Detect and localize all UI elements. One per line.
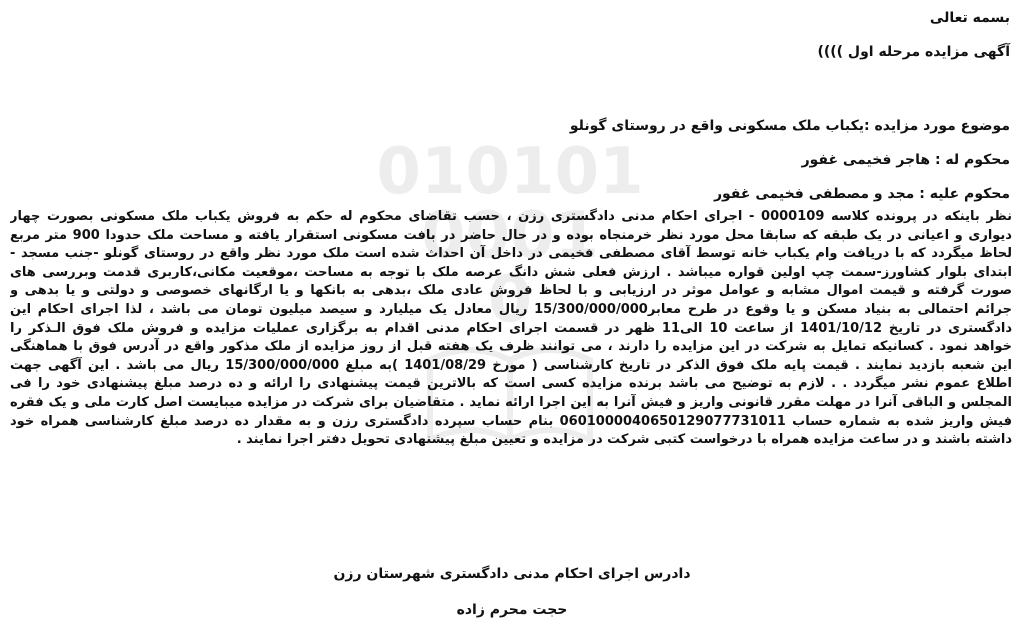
signature-office: دادرس اجرای احکام مدنی دادگستری شهرستان رزن: [333, 566, 691, 582]
body-line: خواهد نمود . کسانیکه تمایل به شرکت در این مزایده را دارند ، می توانند ظرف یک هفته قبل از روز مزایده از ملک مذکور واقع در آدرس فوق با هماهنگی: [10, 339, 1012, 355]
body-line: این شعبه بازدید نمایند . قیمت پایه ملک فوق الذکر در تاریخ کارشناسی ( مورخ 1401/08/29 )به مبلغ 15/300/000/000 ریال می باشد . این آگهی جهت: [10, 357, 1012, 373]
body-line: ابتدای بلوار کشاورز-سمت چپ اولین قواره میباشد . ارزش فعلی شش دانگ عرصه ملک با توجه به مساحت ،موقعیت مکانی،کاربری قدمت وبررسی های: [10, 264, 1012, 280]
watermark-line: 0: [487, 263, 533, 337]
body-line: دیواری و اعیانی در یک طبقه که سابقا محل مورد نظر خرمنجاه بوده و در حال حاضر در بافت مسکونی استقرار یافته و مساحت ملک حدودا 900 متر مربع: [10, 227, 1012, 243]
watermark-line: 010101: [376, 135, 644, 209]
debtor-line: محکوم علیه : مجد و مصطفی فخیمی غفور: [713, 186, 1010, 202]
body-line: جرائم احتمالی به بنیاد مسکن و یا وقوع در طرح معابر15/300/000/000 ریال معادل یک میلیارد و سیصد میلیون تومان می باشد ، لذا اجرای احکام این: [10, 301, 1012, 317]
notice-body: [10, 208, 1012, 450]
body-line: داشته باشند و در ساعت مزایده همراه با درخواست کتبی شرکت در مزایده و تعیین مبلغ پیشنهادی تحویل دفتر اجرا نمایند .: [236, 432, 1012, 448]
watermark-line: 0001: [420, 199, 600, 273]
body-line: دادگستری در تاریخ 1401/10/12 از ساعت 10 الی11 ظهر در قسمت اجرای احکام مدنی اقدام به برگزاری عملیات مزایده و فروش ملک فوق الـذکر را: [10, 320, 1012, 336]
notice-heading: بسمه تعالی: [929, 10, 1010, 26]
body-line: نظر باینکه در پرونده کلاسه 0000109 - اجرای احکام مدنی دادگستری رزن ، حسب تقاضای محکوم له حکم به فروش یکباب ملک مسکونی بصورت چهار: [10, 209, 1012, 224]
body-line: المجلس و الباقی آنرا در مهلت مقرر قانونی واریز و فیش آنرا به این اجرا ارائه نماید . متقاضیان برای شرکت در مزایده میبایست اصل کارت ملی و یک فقره: [10, 394, 1012, 410]
body-line: صورت گرفته و قیمت اموال مشابه و عوامل موثر در ارزیابی و با لحاظ فروش عادی ملک ،بدهی به بانکها و یا ارگانهای خصوصی و دولتی و یا بدهی و: [10, 283, 1012, 299]
auction-subject: موضوع مورد مزایده :یکباب ملک مسکونی واقع در روستای گونلو: [569, 118, 1010, 134]
body-line: فیش واریز شده به شماره حساب 0601000040650129077731011 بنام حساب سپرده دادگستری رزن و به مقدار ده درصد مبلغ کارشناسی همراه خود: [10, 413, 1012, 429]
notice-title: آگهی مزایده مرحله اول )))): [817, 44, 1010, 60]
creditor-line: محکوم له : هاجر فخیمی غفور: [801, 152, 1010, 168]
body-line: لحاظ میگردد که با دریافت وام یکباب خانه توسط آقای مصطفی فخیمی در داخل آن احداث شده است ملک مورد نظر واقع در روستای گونلو -جنب مسجد -: [10, 246, 1012, 262]
body-line: اطلاع عموم نشر میگردد . . لازم به توضیح می باشد برنده مزایده کسی است که بالاترین قیمت پیشنهادی را ارائه و ده درصد مبلغ پیشنهادی خود را فی: [10, 376, 1012, 392]
signature-name: حجت محرم زاده: [456, 602, 568, 618]
